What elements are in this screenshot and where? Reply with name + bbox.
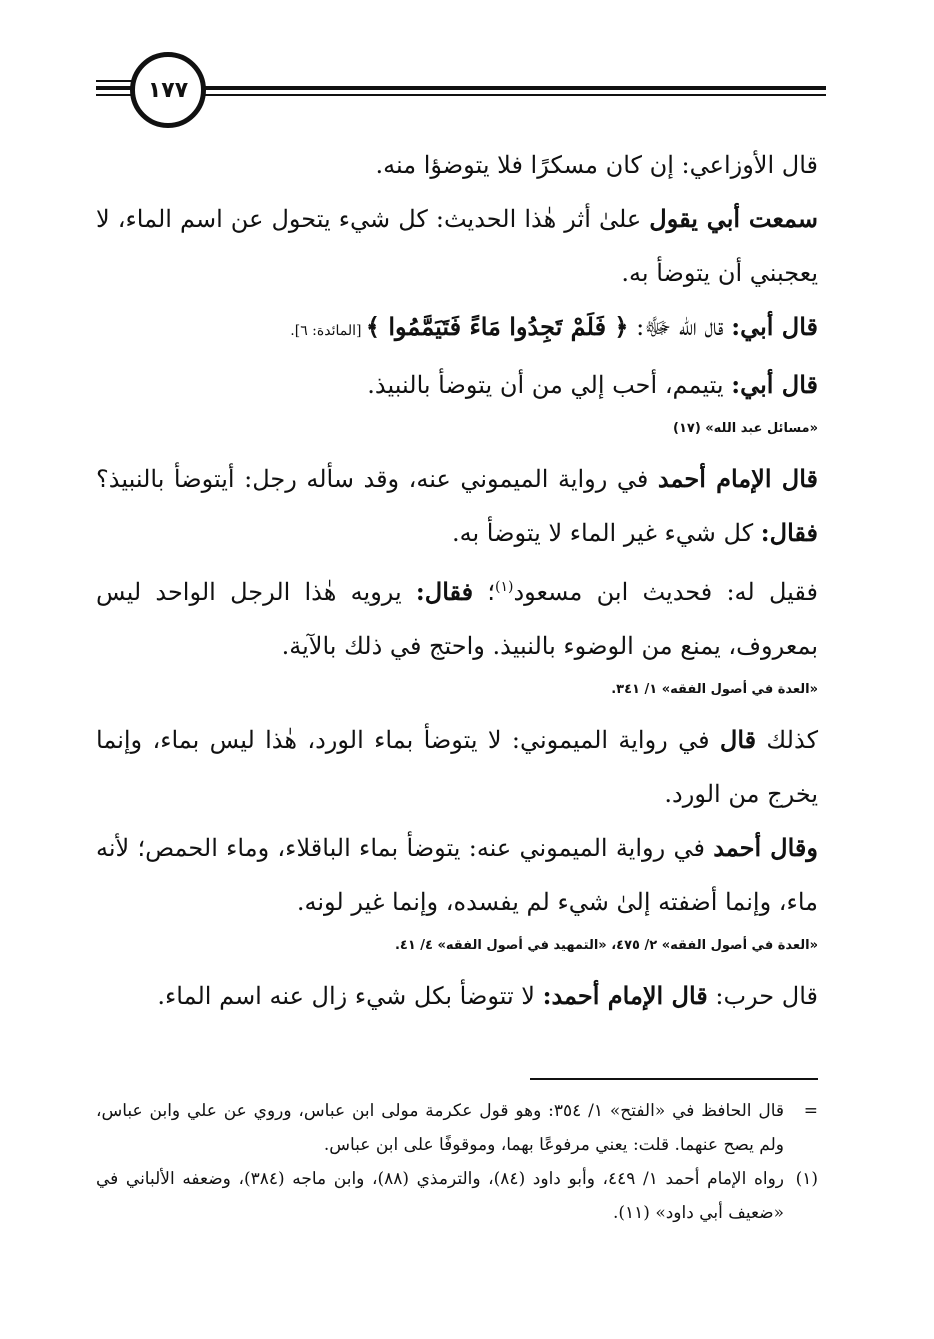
footnote-1 — [96, 1162, 818, 1230]
paragraph-text: علىٰ أثر هٰذا الحديث: كل شيء يتحول عن اسم الماء، لا يعجبني أن يتوضأ به. — [96, 205, 818, 287]
footnote-mark: = — [803, 1101, 818, 1121]
source-citation-3: «العدة في أصول الفقه» ٢/ ٤٧٥، «التمهيد في أصول الفقه» ٤/ ٤١. — [394, 938, 818, 953]
paragraph-text: لا تتوضأ بكل شيء زال عنه اسم الماء. — [157, 982, 543, 1010]
paragraph-text: يرويه هٰذا الرجل الواحد ليس بمعروف، يمنع من الوضوء بالنبيذ. واحتج في ذلك بالآية. — [96, 578, 818, 660]
paragraph-harb — [96, 969, 818, 1023]
paragraph-bold: فقال: — [760, 518, 818, 547]
paragraph-text: ؛ — [473, 578, 495, 606]
footnote-separator — [530, 1078, 818, 1080]
paragraph-text: قال الله ﷻ: — [628, 313, 732, 341]
footnotes — [96, 1094, 818, 1230]
page-header — [96, 50, 826, 124]
footnote-ref[interactable]: (١) — [495, 579, 514, 595]
page-number: ١٧٧ — [130, 52, 206, 128]
paragraph-lead: قال الإمام أحمد — [657, 464, 818, 493]
paragraph-lead: قال أبي: — [731, 312, 818, 341]
paragraph-lead: وقال أحمد — [713, 833, 818, 862]
paragraph-text: في رواية الميموني: لا يتوضأ بماء الورد، هٰذا ليس بماء، وإنما يخرج من الورد. — [96, 726, 818, 808]
paragraph-ibn-masud — [96, 560, 818, 673]
paragraph-imam-ahmad — [96, 452, 818, 560]
paragraph-text: يتيمم، أحب إلي من أن يتوضأ بالنبيذ. — [367, 371, 732, 399]
footnote-text: رواه الإمام أحمد ١/ ٤٤٩، وأبو داود (٨٤)، والترمذي (٨٨)، وابن ماجه (٣٨٤)، وضعفه الألباني في «ضعيف أبي داود» (١١). — [96, 1169, 784, 1223]
source-citation-1: «مسائل عبد الله» (١٧) — [672, 421, 818, 436]
paragraph-bold: فقال: — [415, 577, 474, 606]
paragraph-text: فقيل له: فحديث ابن مسعود — [513, 578, 818, 606]
paragraph-quran — [96, 300, 818, 358]
paragraph-rose-water — [96, 713, 818, 821]
paragraph-awzai — [96, 138, 818, 192]
footnote-text: قال الحافظ في «الفتح» ١/ ٣٥٤: وهو قول عكرمة مولى ابن عباس، وروي عن علي وابن عباس، ولم يصح عنهما. قلت: يعني مرفوعًا بهما، وموقوفًا على ابن عباس. — [96, 1101, 785, 1155]
paragraph-father-says — [96, 192, 818, 300]
paragraph-beans-water — [96, 821, 818, 929]
footnote-continued — [96, 1094, 818, 1162]
paragraph-bold: قال — [719, 725, 757, 754]
main-text — [96, 138, 818, 1023]
paragraph-text: قال الأوزاعي: إن كان مسكرًا فلا يتوضؤا منه. — [375, 151, 818, 179]
paragraph-text: في رواية الميموني عنه، وقد سأله رجل: أيتوضأ بالنبيذ؟ — [96, 465, 658, 493]
paragraph-bold: قال الإمام أحمد: — [542, 981, 708, 1010]
footnote-mark: (١) — [795, 1169, 818, 1189]
paragraph-lead: سمعت أبي يقول — [649, 204, 819, 233]
paragraph-lead: قال أبي: — [731, 370, 818, 399]
paragraph-tayammum — [96, 358, 818, 412]
paragraph-text: قال حرب: — [707, 982, 818, 1010]
paragraph-text: كل شيء غير الماء لا يتوضأ به. — [452, 519, 761, 547]
paragraph-text: في رواية الميموني عنه: يتوضأ بماء الباقلاء، وماء الحمص؛ لأنه ماء، وإنما أضفته إلىٰ شيء لم يفسده، وإنما غير لونه. — [96, 834, 818, 916]
paragraph-text: كذلك — [756, 726, 818, 754]
verse-reference: [المائدة: ٦]. — [290, 323, 366, 339]
quran-verse: ﴿ فَلَمْ تَجِدُوا مَاءً فَتَيَمَّمُوا ﴾ — [365, 312, 629, 341]
source-citation-2: «العدة في أصول الفقه» ١/ ٣٤١. — [611, 682, 818, 697]
